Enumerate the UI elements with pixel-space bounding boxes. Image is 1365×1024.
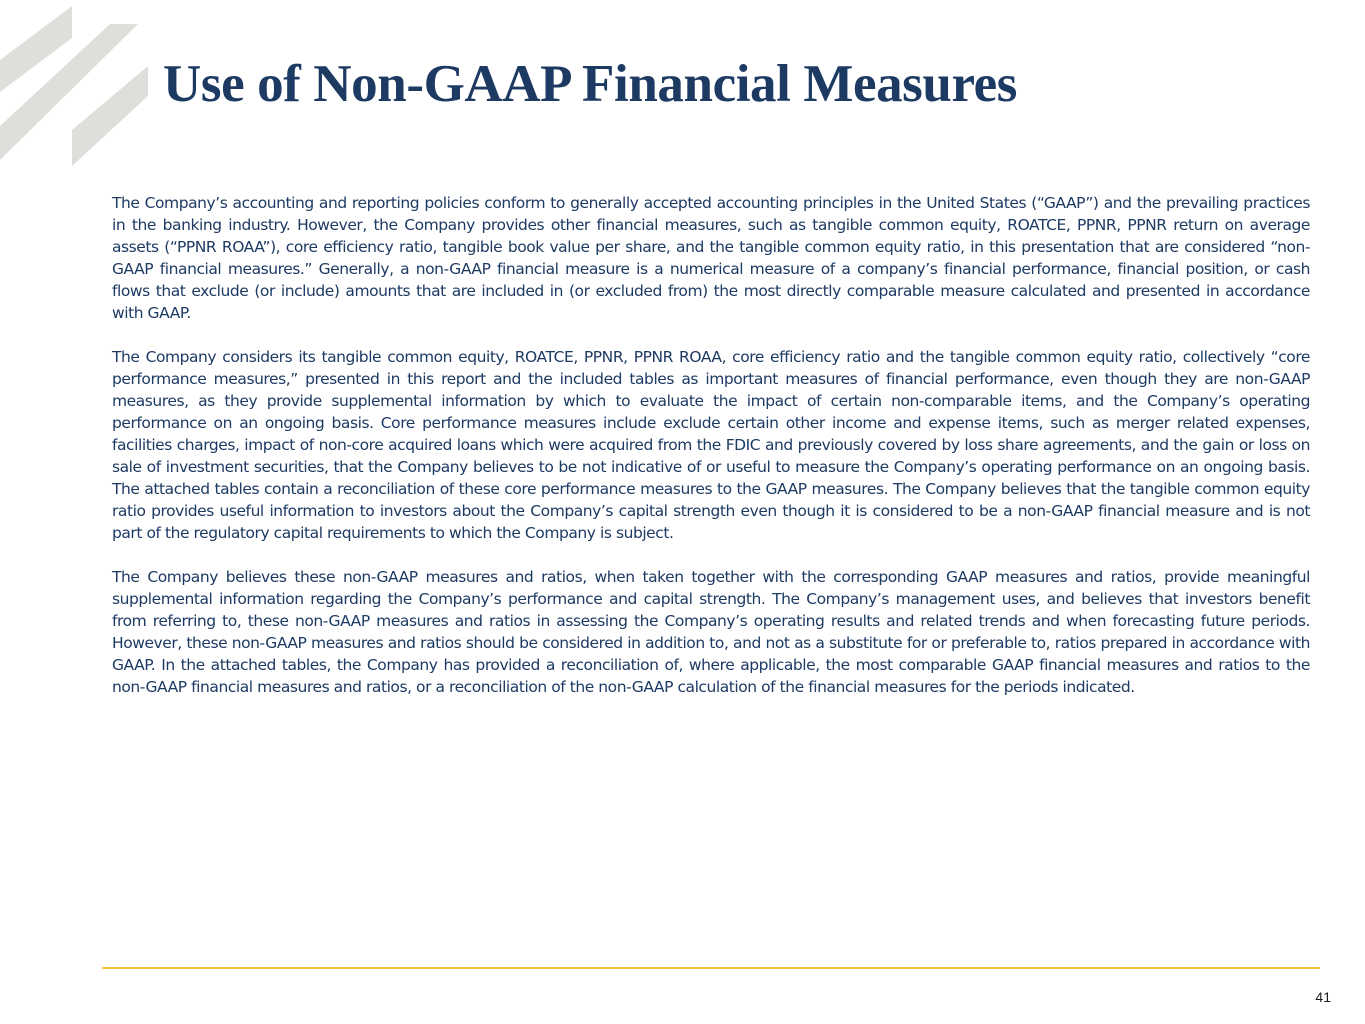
logo-stripe: [72, 66, 148, 166]
paragraph-2: The Company considers its tangible common equity, ROATCE, PPNR, PPNR ROAA, core efficiency ratio and the tangible common equity ratio, collectively “core performance measures,” presented in this report and the included tables as important measures of financial performance, even though they are non-GAAP measures, as they provide supplemental information by which to evaluate the impact of certain non-comparable items, and the Company’s operating performance on an ongoing basis. Core performance measures include exclude certain other income and expense items, such as merger related expenses, facilities charges, impact of non-core acquired loans which were acquired from the FDIC and previously covered by loss share agreements, and the gain or loss on sale of investment securities, that the Company believes to be not indicative of or useful to measure the Company’s operating performance on an ongoing basis. The attached tables contain a reconciliation of these core performance measures to the GAAP measures. The Company believes that the tangible common equity ratio provides useful information to investors about the Company’s capital strength even though it is considered to be a non-GAAP financial measure and is not part of the regulatory capital requirements to which the Company is subject.: [112, 348, 1310, 542]
page-number: 41: [1315, 989, 1331, 1005]
paragraph-1: The Company’s accounting and reporting policies conform to generally accepted accounting principles in the United States (“GAAP”) and the prevailing practices in the banking industry. However, the Company provides other financial measures, such as tangible common equity, ROATCE, PPNR, PPNR return on average assets (“PPNR ROAA”), core efficiency ratio, tangible book value per share, and the tangible common equity ratio, in this presentation that are considered “non-GAAP financial measures.” Generally, a non-GAAP financial measure is a numerical measure of a company’s financial performance, financial position, or cash flows that exclude (or include) amounts that are included in (or excluded from) the most directly comparable measure calculated and presented in accordance with GAAP.: [112, 194, 1310, 322]
paragraph-3: The Company believes these non-GAAP measures and ratios, when taken together with the corresponding GAAP measures and ratios, provide meaningful supplemental information regarding the Company’s performance and capital strength. The Company’s management uses, and believes that investors benefit from referring to, these non-GAAP measures and ratios in assessing the Company’s operating results and related trends and when forecasting future periods. However, these non-GAAP measures and ratios should be considered in addition to, and not as a substitute for or preferable to, ratios prepared in accordance with GAAP. In the attached tables, the Company has provided a reconciliation of, where applicable, the most comparable GAAP financial measures and ratios to the non-GAAP financial measures and ratios, or a reconciliation of the non-GAAP calculation of the financial measures for the periods indicated.: [112, 568, 1310, 696]
footer-divider: [102, 967, 1320, 969]
page-title: Use of Non-GAAP Financial Measures: [163, 55, 1017, 113]
logo-stripes-icon: [0, 0, 160, 185]
body-text: [112, 192, 1310, 720]
